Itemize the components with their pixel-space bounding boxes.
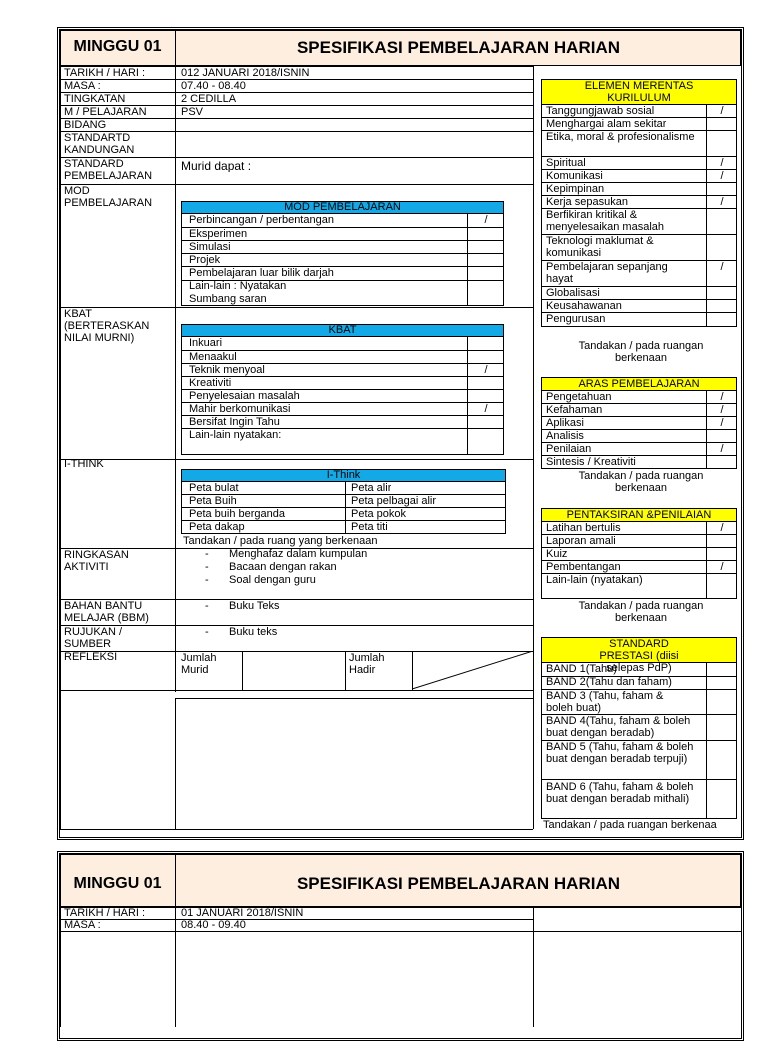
ithink-item: Peta pelbagai alir — [351, 496, 437, 507]
elemen-item: Spiritual — [546, 158, 586, 169]
jumlah-hadir-label: Jumlah Hadir — [349, 652, 385, 676]
pentaksiran-item: Latihan bertulis — [546, 523, 621, 534]
mod-item: Perbincangan / perbentangan — [189, 215, 334, 226]
band-item: BAND 6 (Tahu, faham & boleh buat dengan beradab mithali) — [546, 781, 694, 805]
elemen-checkbox[interactable]: / — [720, 171, 724, 182]
bbm-item: Buku Teks — [229, 601, 280, 612]
field-label-masa: MASA : — [64, 81, 101, 92]
field-value-masa[interactable]: 07.40 - 08.40 — [181, 81, 246, 92]
aktiviti-item: Soal dengan guru — [229, 575, 316, 586]
elemen-item: Berfikiran kritikal & menyelesaikan masalah — [546, 209, 665, 233]
aras-item: Penilaian — [546, 444, 592, 455]
ithink-item: Peta buih berganda — [189, 509, 286, 520]
pentaksiran-item: Kuiz — [546, 549, 568, 560]
mod-item: Simulasi — [189, 242, 231, 253]
aktiviti-item: Bacaan dengan rakan — [229, 562, 337, 573]
kbat-item: Lain-lain nyatakan: — [189, 430, 282, 441]
bullet-dash: - — [205, 562, 209, 573]
aras-checkbox[interactable]: / — [720, 418, 724, 429]
bullet-dash: - — [205, 575, 209, 586]
field-value-tarikh[interactable]: 012 JANUARI 2018/ISNIN — [181, 68, 310, 79]
ithink-item: Peta pokok — [351, 509, 407, 520]
field-label-standard-kandungan: STANDARTD KANDUNGAN — [64, 132, 135, 156]
field-label-pelajaran: M / PELAJARAN — [64, 107, 147, 118]
standard-prestasi-note: Tandakan / pada ruangan berkenaa — [543, 820, 717, 831]
elemen-item: Etika, moral & profesionalisme — [546, 131, 695, 143]
field-label-standard-pembelajaran: STANDARD PEMBELAJARAN — [64, 158, 153, 182]
field-label-tarikh: TARIKH / HARI : — [64, 908, 146, 919]
field-label-bidang: BIDANG — [64, 120, 107, 131]
week-label: MINGGU 01 — [73, 876, 162, 892]
ithink-item: Peta titi — [351, 522, 388, 533]
refleksi-diagonal-line — [412, 651, 533, 690]
elemen-item: Menghargai alam sekitar — [546, 119, 667, 130]
band-item: BAND 3 (Tahu, faham & boleh buat) — [546, 690, 664, 714]
field-label-rujukan: RUJUKAN / SUMBER — [64, 626, 123, 650]
aras-checkbox[interactable]: / — [720, 444, 724, 455]
band-item: BAND 1(Tahu) — [546, 664, 617, 675]
ithink-item: Peta Buih — [189, 496, 237, 507]
elemen-item: Teknologi maklumat & komunikasi — [546, 235, 654, 259]
rujukan-item: Buku teks — [229, 627, 278, 638]
ithink-item: Peta bulat — [189, 483, 239, 494]
field-label-refleksi: REFLEKSI — [64, 652, 118, 663]
elemen-item: Kerja sepasukan — [546, 197, 628, 208]
aras-item: Sintesis / Kreativiti — [546, 457, 636, 468]
band-item: BAND 4(Tahu, faham & boleh buat dengan beradab) — [546, 715, 691, 739]
aras-item: Kefahaman — [546, 405, 603, 416]
field-value-pelajaran[interactable]: PSV — [181, 107, 204, 118]
mod-item: Projek — [189, 255, 221, 266]
field-value-standard-pembelajaran[interactable]: Murid dapat : — [181, 160, 252, 172]
aras-checkbox[interactable]: / — [720, 392, 724, 403]
pentaksiran-note: Tandakan / pada ruangan berkenaan — [578, 600, 704, 624]
kbat-item: Penyelesaian masalah — [189, 391, 300, 402]
field-label-tarikh: TARIKH / HARI : — [64, 68, 146, 79]
aras-item: Analisis — [546, 431, 584, 442]
aktiviti-item: Menghafaz dalam kumpulan — [229, 549, 368, 560]
mod-item: Eksperimen — [189, 229, 248, 240]
bullet-dash: - — [205, 601, 209, 612]
field-label-aktiviti: RINGKASAN AKTIVITI — [64, 549, 129, 573]
pentaksiran-checkbox[interactable]: / — [720, 523, 724, 534]
kbat-item: Kreativiti — [189, 378, 232, 389]
ithink-note: Tandakan / pada ruang yang berkenaan — [183, 536, 378, 547]
kbat-header: KBAT — [181, 324, 504, 337]
field-label-ithink: I-THINK — [64, 459, 104, 470]
mod-checkbox[interactable]: / — [484, 215, 488, 226]
elemen-checkbox[interactable]: / — [720, 262, 724, 273]
mod-item: Pembelajaran luar bilik darjah — [189, 268, 334, 279]
week-label: MINGGU 01 — [73, 39, 162, 55]
elemen-item: Tanggungjawab sosial — [546, 106, 655, 117]
kbat-item: Bersifat Ingin Tahu — [189, 417, 280, 428]
elemen-item: Pengurusan — [546, 314, 606, 325]
elemen-item: Globalisasi — [546, 288, 600, 299]
aras-checkbox[interactable]: / — [720, 405, 724, 416]
elemen-checkbox[interactable]: / — [720, 106, 724, 117]
elemen-checkbox[interactable]: / — [720, 158, 724, 169]
elemen-item: Kepimpinan — [546, 184, 605, 195]
page-title: SPESIFIKASI PEMBELAJARAN HARIAN — [296, 875, 621, 892]
pentaksiran-item: Lain-lain (nyatakan) — [546, 575, 643, 586]
elemen-checkbox[interactable]: / — [720, 197, 724, 208]
kbat-item: Teknik menyoal — [189, 365, 265, 376]
field-value-masa[interactable]: 08.40 - 09.40 — [181, 920, 246, 931]
pentaksiran-item: Pembentangan — [546, 562, 621, 573]
kbat-item: Menaakul — [189, 352, 237, 363]
field-label-bbm: BAHAN BANTU MELAJAR (BBM) — [64, 600, 149, 624]
field-label-masa: MASA : — [64, 920, 101, 931]
standard-prestasi-header: STANDARD PRESTASI (diisi selepas PdP) — [541, 637, 737, 663]
page-title: SPESIFIKASI PEMBELAJARAN HARIAN — [296, 39, 621, 56]
elemen-note: Tandakan / pada ruangan berkenaan — [578, 340, 704, 364]
aras-note: Tandakan / pada ruangan berkenaan — [578, 470, 704, 494]
elemen-item: Keusahawanan — [546, 301, 622, 312]
jumlah-murid-label: Jumlah Murid — [181, 652, 217, 676]
kbat-item: Mahir berkomunikasi — [189, 404, 291, 415]
kbat-item: Inkuari — [189, 338, 223, 349]
pentaksiran-checkbox[interactable]: / — [720, 562, 724, 573]
mod-header: MOD PEMBELAJARAN — [181, 201, 504, 214]
mod-item: Sumbang saran — [189, 294, 267, 305]
field-value-tingkatan[interactable]: 2 CEDILLA — [181, 94, 237, 105]
field-value-tarikh[interactable]: 01 JANUARI 2018/ISNIN — [181, 908, 304, 919]
elemen-item: Pembelajaran sepanjang hayat — [546, 261, 668, 285]
kbat-checkbox[interactable]: / — [484, 365, 488, 376]
band-item: BAND 5 (Tahu, faham & boleh buat dengan beradab terpuji) — [546, 741, 694, 765]
field-label-kbat: KBAT (BERTERASKAN NILAI MURNI) — [64, 308, 150, 344]
pentaksiran-header: PENTAKSIRAN &PENILAIAN — [541, 508, 737, 522]
ithink-item: Peta alir — [351, 483, 392, 494]
ithink-item: Peta dakap — [189, 522, 245, 533]
aras-header: ARAS PEMBELAJARAN — [541, 377, 737, 391]
ithink-header: I-Think — [181, 469, 506, 482]
bullet-dash: - — [205, 627, 209, 638]
pentaksiran-item: Laporan amali — [546, 536, 616, 547]
kbat-checkbox[interactable]: / — [484, 404, 488, 415]
aras-item: Pengetahuan — [546, 392, 612, 403]
mod-item: Lain-lain : Nyatakan — [189, 281, 287, 292]
field-label-tingkatan: TINGKATAN — [64, 94, 126, 105]
field-label-mod: MOD PEMBELAJARAN — [64, 185, 153, 209]
elemen-header: ELEMEN MERENTAS KURILULUM — [541, 79, 737, 105]
elemen-item: Komunikasi — [546, 171, 603, 182]
aras-item: Aplikasi — [546, 418, 584, 429]
bullet-dash: - — [205, 549, 209, 560]
band-item: BAND 2(Tahu dan faham) — [546, 677, 672, 688]
